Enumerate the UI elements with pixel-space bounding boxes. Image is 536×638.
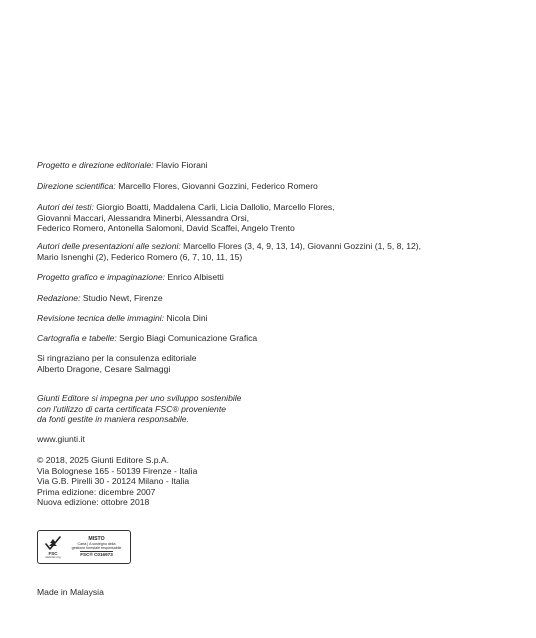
credit-value: Sergio Biagi Comunicazione Grafica — [116, 333, 258, 343]
credit-value: Giovanni Maccari, Alessandra Minerbi, Alessandra Orsi, — [37, 212, 250, 223]
made-in — [37, 587, 517, 598]
made-in-text: Made in Malaysia — [37, 587, 104, 597]
website-link — [37, 434, 517, 445]
thanks-line: Alberto Dragone, Cesare Salmaggi — [37, 363, 171, 374]
credit-label: Revisione tecnica delle immagini: — [37, 313, 165, 323]
credit-editorial-direction — [37, 160, 517, 171]
credit-label: Cartografia e tabelle: — [37, 333, 117, 343]
credit-section-presentations — [37, 241, 517, 262]
address-milan: Via G.B. Pirelli 30 - 20124 Milano - Italia — [37, 476, 190, 487]
sustainability-line: Giunti Editore si impegna per uno sviluppo sostenibile — [37, 393, 242, 403]
credit-value: Mario Isnenghi (2), Federico Romero (6, 7, 10, 11, 15) — [37, 251, 243, 262]
fsc-logo-text: FSC — [48, 550, 58, 556]
credit-image-review — [37, 313, 517, 324]
fsc-subtitle: Carta | A sostegno della — [77, 541, 116, 546]
publisher-info — [37, 455, 517, 508]
fsc-info — [66, 531, 130, 563]
fsc-certification-label — [37, 530, 131, 564]
credit-scientific-direction — [37, 181, 517, 192]
credit-label: Progetto grafico e impaginazione: — [37, 272, 166, 282]
credit-value: Nicola Dini — [164, 313, 208, 323]
fsc-logo-site: www.fsc.org — [45, 554, 61, 559]
credit-label: Autori delle presentazioni alle sezioni: — [37, 241, 181, 251]
credit-graphic-design — [37, 272, 517, 283]
fsc-subtitle: gestione forestale responsabile — [71, 545, 122, 550]
first-edition: Prima edizione: dicembre 2007 — [37, 486, 156, 497]
credit-value: Giorgio Boatti, Maddalena Carli, Licia Dallolio, Marcello Flores, — [93, 202, 335, 212]
sustainability-line: con l'utilizzo di carta certificata FSC® proveniente — [37, 403, 226, 414]
credit-label: Autori dei testi: — [37, 202, 94, 212]
new-edition: Nuova edizione: ottobre 2018 — [37, 497, 150, 508]
fsc-title: MISTO — [88, 535, 105, 542]
credit-value: Federico Romero, Antonella Salomoni, David Scaffei, Angelo Trento — [37, 223, 295, 234]
sustainability-line: da fonti gestite in maniera responsabile. — [37, 414, 189, 425]
fsc-license-code: FSC® C016973 — [80, 552, 113, 558]
credit-label: Redazione: — [37, 293, 81, 303]
credit-text-authors — [37, 202, 517, 234]
credit-value: Flavio Fiorani — [153, 160, 208, 170]
credit-editing — [37, 293, 517, 304]
credit-value: Studio Newt, Firenze — [80, 293, 163, 303]
credit-label: Direzione scientifica: — [37, 181, 116, 191]
sustainability-statement — [37, 393, 517, 425]
thanks-block — [37, 353, 517, 374]
credit-value: Marcello Flores (3, 4, 9, 13, 14), Giovanni Gozzini (1, 5, 8, 12), — [180, 241, 422, 251]
thanks-line: Si ringraziano per la consulenza editoriale — [37, 353, 197, 363]
website-text: www.giunti.it — [37, 434, 85, 444]
credit-value: Marcello Flores, Giovanni Gozzini, Federico Romero — [115, 181, 318, 191]
fsc-logo — [38, 531, 66, 563]
credit-value: Enrico Albisetti — [165, 272, 224, 282]
copyright-line: © 2018, 2025 Giunti Editore S.p.A. — [37, 455, 169, 465]
credit-cartography — [37, 333, 517, 344]
address-florence: Via Bolognese 165 - 50139 Firenze - Italia — [37, 465, 198, 476]
fsc-tree-check-icon — [44, 536, 62, 551]
credit-label: Progetto e direzione editoriale: — [37, 160, 154, 170]
